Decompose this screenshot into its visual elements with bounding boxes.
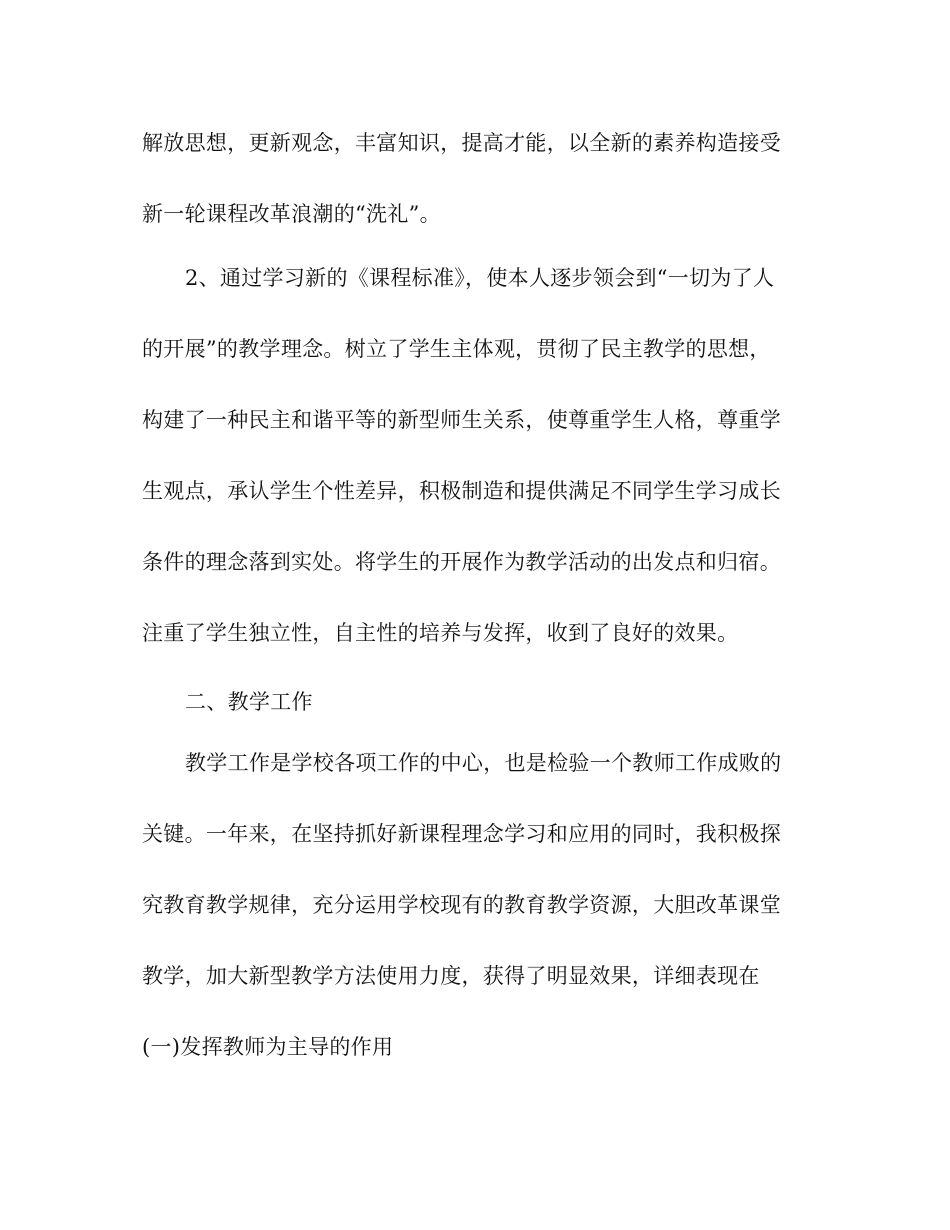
text-line: 教学，加大新型教学方法使用力度，获得了明显效果，详细表现在 [142, 964, 760, 988]
text-line: 解放思想，更新观念，丰富知识，提高才能，以全新的素养构造接受 [142, 131, 781, 155]
text-line: 注重了学生独立性，自主性的培养与发挥，收到了良好的效果。 [142, 621, 739, 645]
text-line: 条件的理念落到实处。将学生的开展作为教学活动的出发点和归宿。 [142, 550, 781, 574]
text-line: 的开展”的教学理念。树立了学生主体观，贯彻了民主教学的思想， [142, 337, 771, 361]
section-heading: 二、教学工作 [185, 690, 313, 714]
text-line: 构建了一种民主和谐平等的新型师生关系，使尊重学生人格，尊重学 [142, 408, 781, 432]
text-line: 教学工作是学校各项工作的中心，也是检验一个教师工作成败的 [185, 751, 782, 775]
text-line: 究教育教学规律，充分运用学校现有的教育教学资源，大胆改革课堂 [142, 893, 781, 917]
text-line: 生观点，承认学生个性差异，积极制造和提供满足不同学生学习成长 [142, 479, 781, 503]
text-line: 2、通过学习新的《课程标准》，使本人逐步领会到“一切为了人 [185, 266, 775, 290]
text-line: 新一轮课程改革浪潮的“洗礼”。 [142, 202, 441, 226]
text-line: 关键。一年来，在坚持抓好新课程理念学习和应用的同时，我积极探 [142, 822, 781, 846]
subsection-heading: (一)发挥教师为主导的作用 [142, 1035, 394, 1059]
